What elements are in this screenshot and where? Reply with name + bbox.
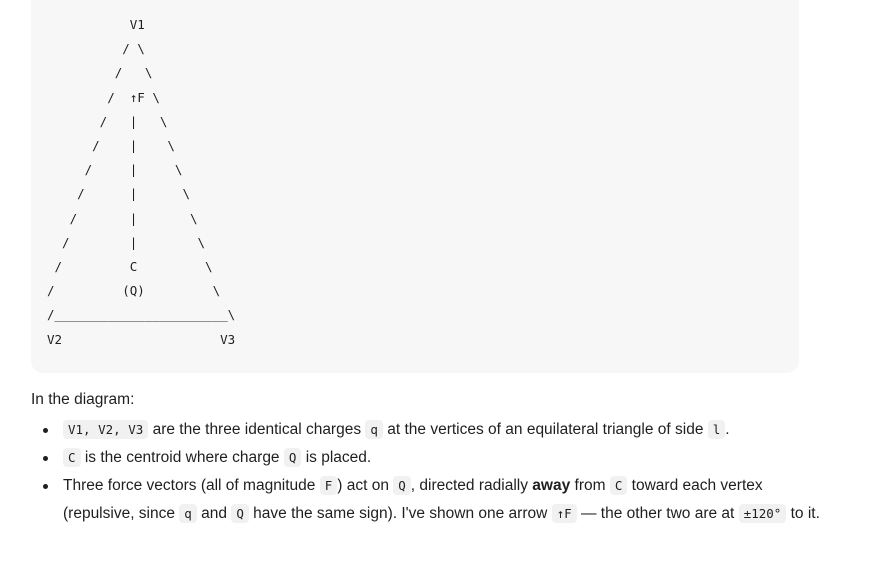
inline-code: l [708, 420, 726, 439]
diagram-line: / | \ [47, 234, 206, 250]
text: , directed radially [410, 477, 533, 494]
bold-text: away [532, 477, 571, 494]
diagram-line: / \ [47, 41, 145, 57]
diagram-line: / | \ [47, 210, 198, 226]
inline-code: ±120° [739, 504, 787, 523]
text: are the three identical charges [148, 421, 366, 438]
diagram-line: / C \ [47, 259, 213, 275]
diagram-line: / \ [47, 65, 153, 81]
text: is the centroid where charge [80, 449, 284, 466]
text: to it. [786, 505, 820, 522]
inline-code: F [320, 476, 338, 495]
text: have the same sign). I've shown one arrow [248, 505, 552, 522]
diagram-line: V2 V3 [47, 331, 236, 347]
diagram-line: V1 [47, 17, 145, 32]
text: is placed. [301, 449, 372, 466]
text: at the vertices of an equilateral triangle of side [382, 421, 708, 438]
triangle-diagram [47, 13, 235, 352]
diagram-line: / | \ [47, 162, 183, 178]
inline-code: ↑F [552, 504, 577, 523]
inline-code: C [63, 448, 81, 467]
inline-code: C [610, 476, 628, 495]
explanation [31, 386, 831, 528]
diagram-line: / ↑F \ [47, 89, 160, 105]
intro-text: In the diagram: [31, 391, 135, 408]
bullet-vertices [63, 416, 831, 444]
inline-code: Q [231, 504, 249, 523]
diagram-line: / (Q) \ [47, 283, 221, 299]
text: . [725, 421, 730, 438]
inline-code: q [179, 504, 197, 523]
bullet-list [31, 416, 831, 528]
code-block [31, 0, 799, 373]
text: and [196, 505, 232, 522]
bullet-centroid [63, 444, 831, 472]
inline-code: Q [393, 476, 411, 495]
diagram-line: / | \ [47, 186, 190, 202]
text: toward each vertex (repulsive, since [63, 477, 763, 522]
diagram-line: / | \ [47, 113, 168, 129]
text: — the other two are at [576, 505, 739, 522]
text: ) act on [337, 477, 394, 494]
text: Three force vectors (all of magnitude [63, 477, 320, 494]
inline-code: q [365, 420, 383, 439]
bullet-forces [63, 472, 831, 528]
text: from [570, 477, 610, 494]
inline-code: Q [284, 448, 302, 467]
diagram-line: / | \ [47, 138, 175, 154]
diagram-line: /_______________________\ [47, 307, 236, 323]
inline-code: V1, V2, V3 [63, 420, 148, 439]
